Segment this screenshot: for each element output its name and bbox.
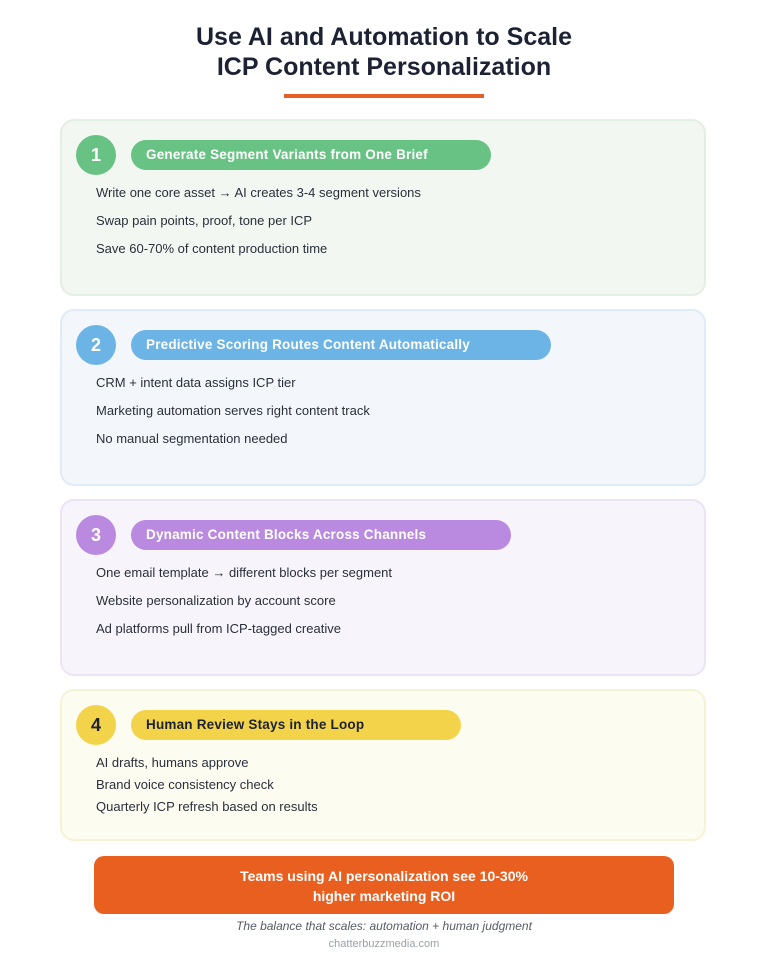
step-card-3 [60,499,706,676]
footer-source: chatterbuzzmedia.com [328,938,440,950]
step-card-1 [60,119,706,296]
tagline: The balance that scales: automation + human judgment [236,919,532,933]
list-item: Save 60-70% of content production time [96,241,328,256]
step-number-badge: 4 [76,705,116,745]
list-item: Ad platforms pull from ICP-tagged creative [96,621,341,636]
step-card-4 [60,689,706,841]
list-item: One email template → different blocks per segment [96,565,393,580]
step-heading-pill: Predictive Scoring Routes Content Automatically [131,330,551,360]
list-item: AI drafts, humans approve [96,755,249,770]
step-heading-pill: Dynamic Content Blocks Across Channels [131,520,511,550]
list-item: Marketing automation serves right content track [96,403,370,418]
step-bullet-list [96,185,421,269]
list-item: CRM + intent data assigns ICP tier [96,375,296,390]
list-item: Write one core asset → AI creates 3-4 segment versions [96,185,421,200]
step-number-badge: 1 [76,135,116,175]
step-card-2 [60,309,706,486]
list-item: Brand voice consistency check [96,777,274,792]
title-underline [284,94,484,98]
list-item: Quarterly ICP refresh based on results [96,799,318,814]
list-item: Swap pain points, proof, tone per ICP [96,213,313,228]
page-title [0,22,768,82]
banner-line-1: Teams using AI personalization see 10-30% [240,868,528,884]
step-number-badge: 2 [76,325,116,365]
list-item: Website personalization by account score [96,593,336,608]
step-bullet-list [96,755,318,821]
step-heading-pill: Human Review Stays in the Loop [131,710,461,740]
step-number-badge: 3 [76,515,116,555]
banner-line-2: higher marketing ROI [312,888,456,904]
step-bullet-list [96,565,392,649]
title-line-1: Use AI and Automation to Scale [196,23,572,51]
step-bullet-list [96,375,370,459]
title-line-2: ICP Content Personalization [216,53,552,81]
roi-callout-banner [94,856,674,914]
list-item: No manual segmentation needed [96,431,288,446]
step-heading-pill: Generate Segment Variants from One Brief [131,140,491,170]
